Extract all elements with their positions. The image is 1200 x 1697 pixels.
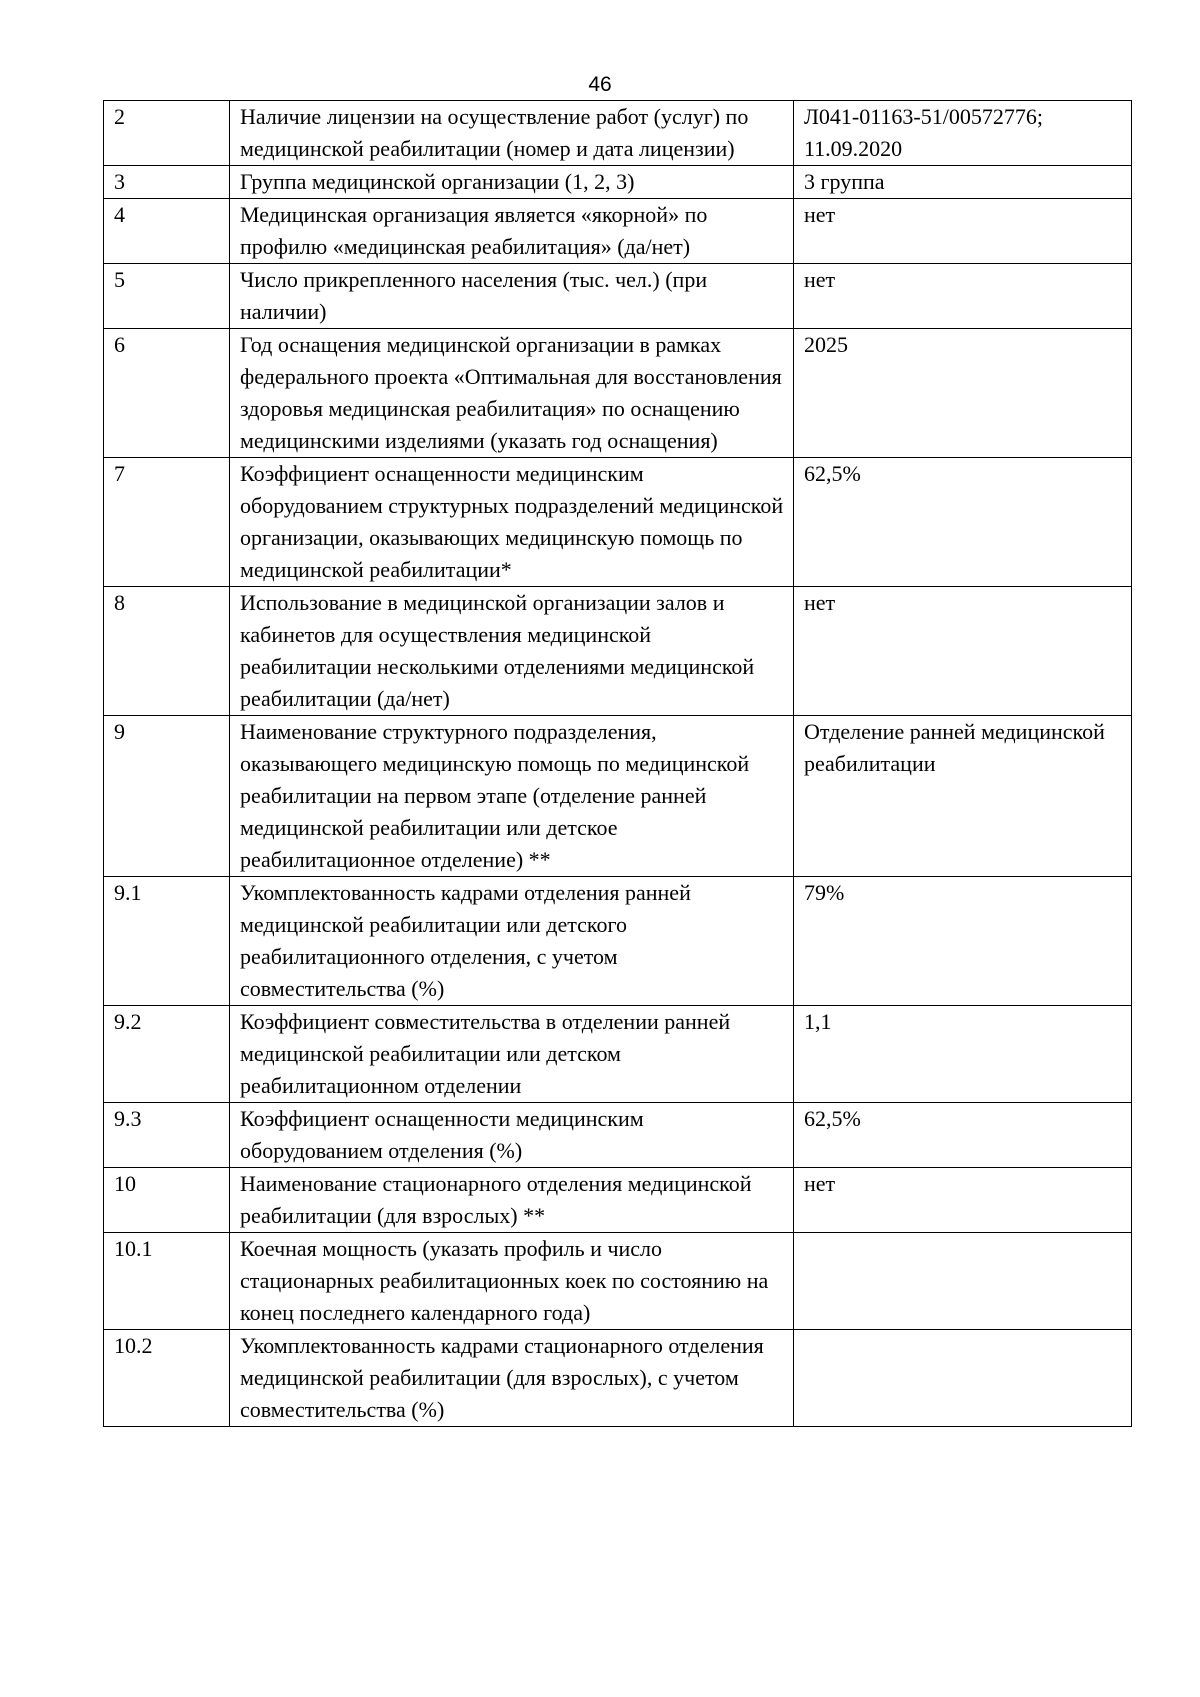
description-cell: Использование в медицинской организации залов и кабинетов для осуществления медицинской реабилитации несколькими отделениями медицинской реабилитации (да/нет)	[230, 587, 794, 716]
description-cell: Коечная мощность (указать профиль и число стационарных реабилитационных коек по состоянию на конец последнего календарного года)	[230, 1233, 794, 1330]
row-number-cell: 10.1	[104, 1233, 230, 1330]
table-row	[104, 1168, 1132, 1233]
row-number-cell: 7	[104, 458, 230, 587]
table-row	[104, 1330, 1132, 1427]
table-row	[104, 166, 1132, 199]
table-row	[104, 329, 1132, 458]
value-cell: нет	[794, 264, 1132, 329]
table-row	[104, 199, 1132, 264]
value-cell	[794, 1330, 1132, 1427]
table-row	[104, 101, 1132, 166]
row-number-cell: 8	[104, 587, 230, 716]
description-cell: Наименование структурного подразделения, оказывающего медицинскую помощь по медицинской реабилитации на первом этапе (отделение ранней медицинской реабилитации или детское реабилитационное отделение) **	[230, 716, 794, 877]
value-cell: 62,5%	[794, 458, 1132, 587]
table-row	[104, 264, 1132, 329]
value-cell: 62,5%	[794, 1103, 1132, 1168]
table-row	[104, 1233, 1132, 1330]
description-cell: Коэффициент совместительства в отделении ранней медицинской реабилитации или детском реабилитационном отделении	[230, 1006, 794, 1103]
description-cell: Год оснащения медицинской организации в рамках федерального проекта «Оптимальная для восстановления здоровья медицинская реабилитация» по оснащению медицинскими изделиями (указать год оснащения)	[230, 329, 794, 458]
row-number-cell: 5	[104, 264, 230, 329]
value-cell: 79%	[794, 877, 1132, 1006]
page-number: 46	[588, 73, 612, 96]
row-number-cell: 9	[104, 716, 230, 877]
document-table	[103, 100, 1132, 1427]
description-cell: Наименование стационарного отделения медицинской реабилитации (для взрослых) **	[230, 1168, 794, 1233]
description-cell: Коэффициент оснащенности медицинским оборудованием отделения (%)	[230, 1103, 794, 1168]
table-row	[104, 877, 1132, 1006]
value-cell: 3 группа	[794, 166, 1132, 199]
description-cell: Укомплектованность кадрами отделения ранней медицинской реабилитации или детского реабилитационного отделения, с учетом совместительства (%)	[230, 877, 794, 1006]
value-cell: Отделение ранней медицинской реабилитации	[794, 716, 1132, 877]
row-number-cell: 9.1	[104, 877, 230, 1006]
row-number-cell: 9.3	[104, 1103, 230, 1168]
row-number-cell: 2	[104, 101, 230, 166]
row-number-cell: 10.2	[104, 1330, 230, 1427]
row-number-cell: 3	[104, 166, 230, 199]
row-number-cell: 6	[104, 329, 230, 458]
value-cell: 1,1	[794, 1006, 1132, 1103]
description-cell: Группа медицинской организации (1, 2, 3)	[230, 166, 794, 199]
table-row	[104, 458, 1132, 587]
description-cell: Укомплектованность кадрами стационарного отделения медицинской реабилитации (для взрослых), с учетом совместительства (%)	[230, 1330, 794, 1427]
description-cell: Наличие лицензии на осуществление работ (услуг) по медицинской реабилитации (номер и дата лицензии)	[230, 101, 794, 166]
table-row	[104, 1006, 1132, 1103]
table-row	[104, 716, 1132, 877]
value-cell: нет	[794, 587, 1132, 716]
row-number-cell: 10	[104, 1168, 230, 1233]
table-row	[104, 1103, 1132, 1168]
description-cell: Медицинская организация является «якорной» по профилю «медицинская реабилитация» (да/нет)	[230, 199, 794, 264]
row-number-cell: 9.2	[104, 1006, 230, 1103]
description-cell: Коэффициент оснащенности медицинским оборудованием структурных подразделений медицинской организации, оказывающих медицинскую помощь по медицинской реабилитации*	[230, 458, 794, 587]
table-row	[104, 587, 1132, 716]
value-cell: нет	[794, 199, 1132, 264]
value-cell: 2025	[794, 329, 1132, 458]
value-cell	[794, 1233, 1132, 1330]
value-cell: Л041-01163-51/00572776; 11.09.2020	[794, 101, 1132, 166]
row-number-cell: 4	[104, 199, 230, 264]
description-cell: Число прикрепленного населения (тыс. чел.) (при наличии)	[230, 264, 794, 329]
value-cell: нет	[794, 1168, 1132, 1233]
